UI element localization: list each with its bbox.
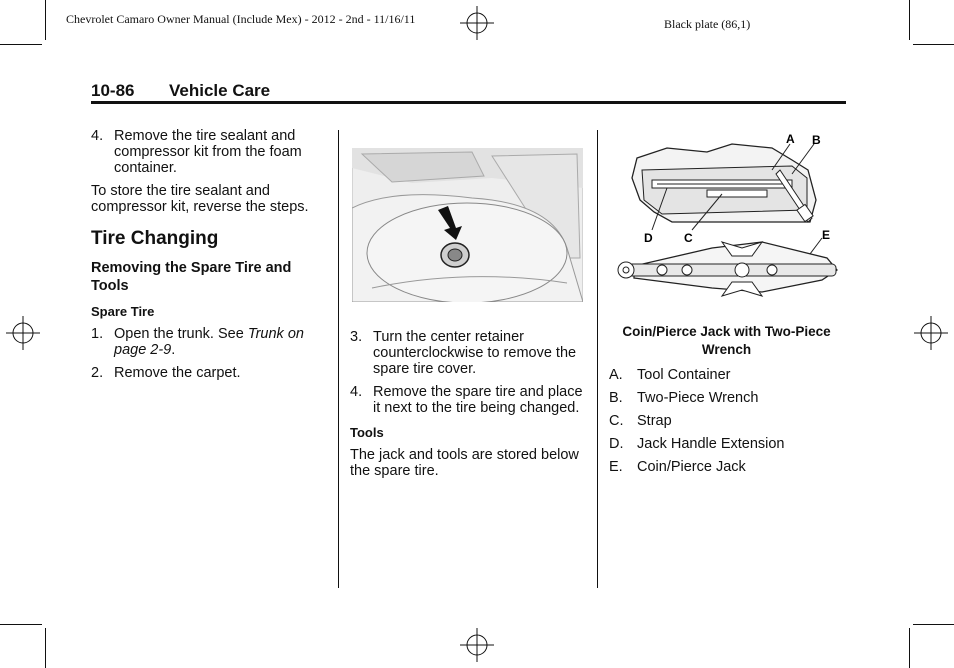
- registration-mark-icon: [6, 316, 40, 350]
- list-number: 3.: [350, 329, 363, 345]
- crop-mark: [0, 44, 42, 45]
- legend-letter: A.: [609, 367, 623, 383]
- legend-item: [609, 390, 844, 406]
- legend-item: [609, 367, 844, 383]
- list-text: Remove the tire sealant and compressor kit from the foam container.: [114, 128, 302, 176]
- registration-mark-icon: [914, 316, 948, 350]
- legend-list: [609, 367, 844, 475]
- slug-left: Chevrolet Camaro Owner Manual (Include Mex) - 2012 - 2nd - 11/16/11: [66, 12, 416, 26]
- legend-text: Coin/Pierce Jack: [637, 459, 746, 475]
- body-text: The jack and tools are stored below the spare tire.: [350, 447, 579, 479]
- crop-mark: [0, 624, 42, 625]
- legend-item: [609, 459, 844, 475]
- slug-right: Black plate (86,1): [664, 17, 751, 31]
- legend-text: Two-Piece Wrench: [637, 390, 759, 406]
- legend-item: [609, 413, 844, 429]
- list-number: 1.: [91, 326, 104, 342]
- column-1: [91, 128, 326, 381]
- body-text: To store the tire sealant and compressor kit, reverse the steps.: [91, 183, 309, 215]
- list-item: [91, 128, 326, 176]
- figure-caption: Coin/Pierce Jack with Two-Piece Wrench: [622, 324, 831, 357]
- heading-tools: Tools: [350, 425, 384, 440]
- crop-mark: [909, 0, 910, 40]
- callout-c: C: [684, 231, 693, 245]
- column-divider: [338, 130, 339, 588]
- callout-d: D: [644, 231, 653, 245]
- heading-tire-changing: Tire Changing: [91, 228, 219, 249]
- callout-a: A: [786, 132, 795, 146]
- heading-removing-spare: Removing the Spare Tire and Tools: [91, 260, 292, 294]
- registration-mark-icon: [460, 6, 494, 40]
- trunk-spare-tire-illustration: [352, 148, 583, 302]
- list-text: Open the trunk. See: [114, 326, 248, 342]
- heading-spare-tire: Spare Tire: [91, 304, 155, 319]
- legend-text: Jack Handle Extension: [637, 436, 785, 452]
- legend-text: Tool Container: [637, 367, 731, 383]
- list-number: 4.: [91, 128, 104, 144]
- column-divider: [597, 130, 598, 588]
- registration-mark-icon: [460, 628, 494, 662]
- column-2: [350, 329, 586, 479]
- list-text-end: .: [171, 342, 176, 358]
- jack-and-tools-illustration: [612, 130, 844, 320]
- list-text: Remove the spare tire and place it next to the tire being changed.: [373, 384, 583, 416]
- crop-mark: [909, 628, 910, 668]
- crop-mark: [45, 628, 46, 668]
- callout-b: B: [812, 133, 821, 147]
- list-text: Remove the carpet.: [114, 365, 241, 381]
- list-item: [350, 384, 586, 416]
- legend-item: [609, 436, 844, 452]
- legend-text: Strap: [637, 413, 672, 429]
- list-item: [91, 326, 326, 358]
- list-number: 2.: [91, 365, 104, 381]
- list-text: Turn the center retainer counterclockwise to remove the spare tire cover.: [373, 329, 577, 377]
- list-item: [350, 329, 586, 377]
- header-rule: [91, 101, 846, 104]
- page-number: 10-86: [91, 81, 135, 100]
- cross-reference-link[interactable]: Trunk on page 2-9: [114, 326, 304, 358]
- callout-e: E: [822, 228, 831, 242]
- legend-letter: C.: [609, 413, 624, 429]
- legend-letter: E.: [609, 459, 623, 475]
- crop-mark: [45, 0, 46, 40]
- list-number: 4.: [350, 384, 363, 400]
- legend-letter: D.: [609, 436, 624, 452]
- crop-mark: [913, 44, 954, 45]
- legend-letter: B.: [609, 390, 623, 406]
- list-item: [91, 365, 326, 381]
- crop-mark: [913, 624, 954, 625]
- column-3: [609, 323, 844, 475]
- section-title: Vehicle Care: [169, 81, 271, 100]
